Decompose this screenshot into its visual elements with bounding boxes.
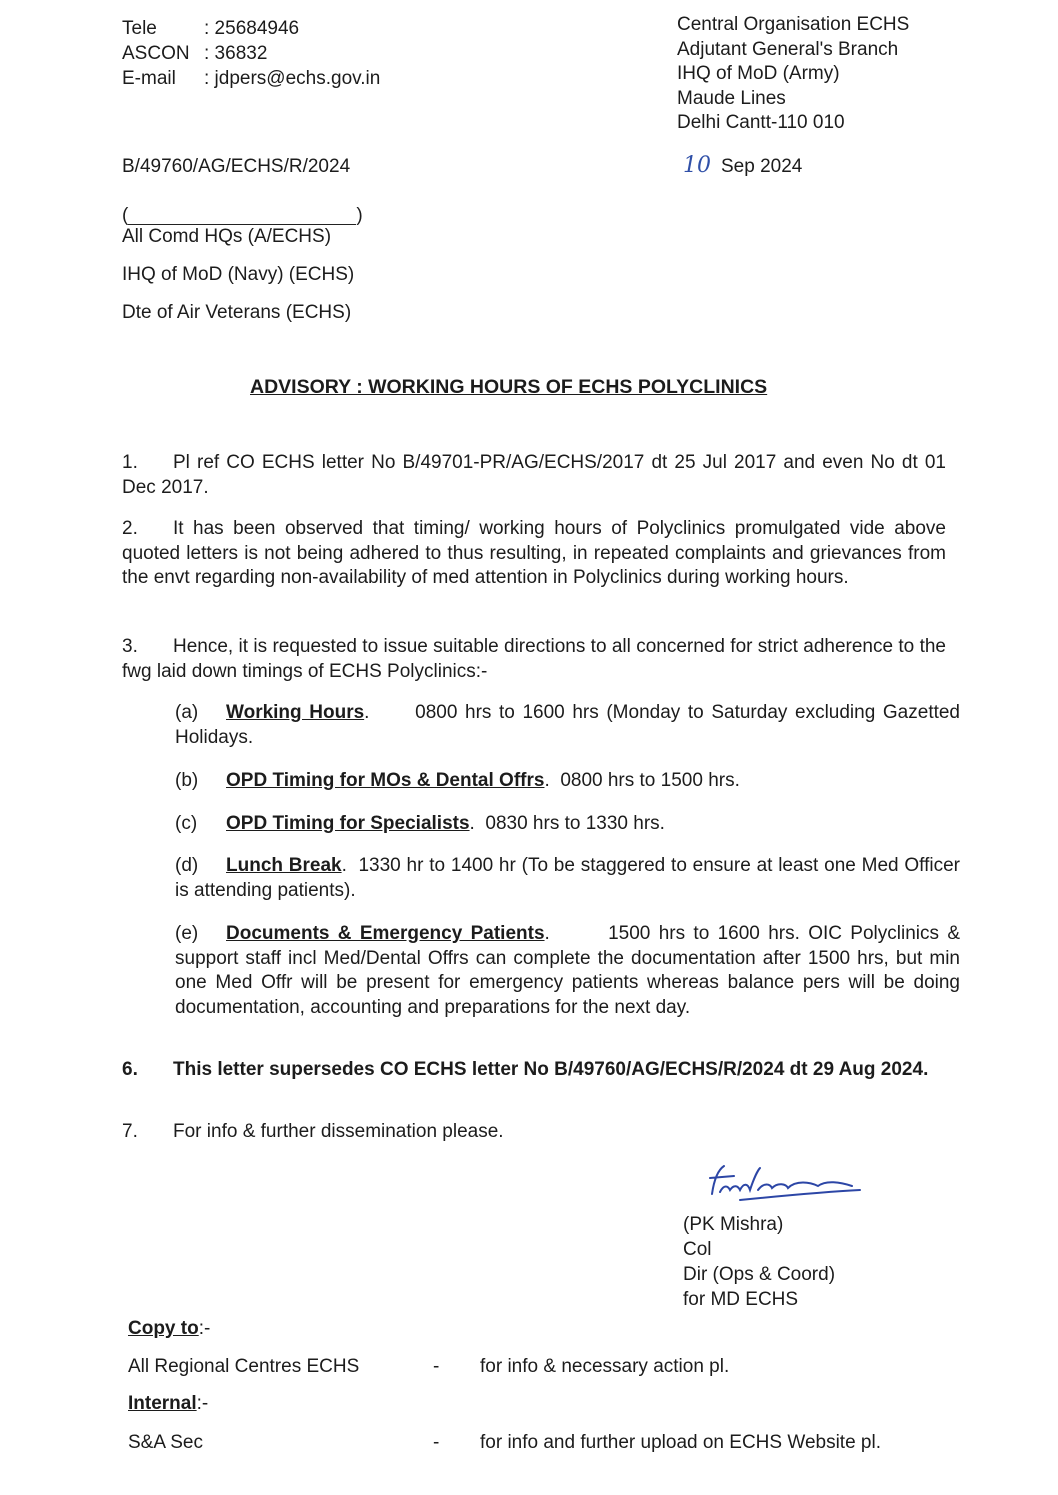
- sender-line: Central Organisation ECHS: [677, 14, 910, 35]
- paragraph-6: [122, 1058, 946, 1083]
- sub-label: (d): [175, 855, 199, 876]
- sub-label: (e): [175, 923, 199, 944]
- sub-heading: Documents & Emergency Patients: [226, 923, 545, 944]
- email-value: : jdpers@echs.gov.in: [204, 68, 381, 89]
- signatory-rank: Col: [683, 1239, 712, 1260]
- addressee-line: All Comd HQs (A/ECHS): [122, 226, 332, 247]
- para-number: 7.: [122, 1121, 138, 1142]
- para-number: 6.: [122, 1059, 138, 1080]
- sender-line: Maude Lines: [677, 87, 786, 109]
- signatory-for: for MD ECHS: [683, 1289, 799, 1310]
- copy-recipient: S&A Sec: [128, 1432, 203, 1453]
- sub-text: 1500 hrs to 1600 hrs. OIC Polyclinics & support staff incl Med/Dental Offrs can complete the documentation after 1500 hrs, but min one Med Offr will be present for emergency patients whereas balance pers will be doing documentation, accounting and preparations for the next day.: [175, 923, 960, 1018]
- ascon-value: : 36832: [204, 43, 268, 64]
- signature-mark: [700, 1156, 870, 1216]
- addressee-line: IHQ of MoD (Navy) (ECHS): [122, 264, 355, 285]
- copy-dash: -: [433, 1432, 440, 1453]
- para-number: 3.: [122, 636, 138, 657]
- sub-item-a: (a) Working Hours. 0800 hrs to 1600 hrs (Monday to Saturday excluding Gazetted Holidays.: [175, 702, 961, 748]
- sub-text: 1330 hr to 1400 hr (To be staggered to ensure at least one Med Officer is attending patients).: [175, 855, 960, 901]
- internal-heading: [128, 1393, 208, 1415]
- sub-label: (c): [175, 813, 198, 834]
- sub-heading: OPD Timing for MOs & Dental Offrs: [226, 770, 545, 791]
- addressee-line: Dte of Air Veterans (ECHS): [122, 302, 352, 323]
- document-title: ADVISORY : WORKING HOURS OF ECHS POLYCLINICS: [250, 376, 768, 398]
- para-text: Pl ref CO ECHS letter No B/49701-PR/AG/ECHS/2017 dt 25 Jul 2017 and even No dt 01 Dec 2017.: [122, 452, 946, 498]
- sender-address: [677, 13, 909, 136]
- para-number: 2.: [122, 518, 138, 539]
- sub-label: (a): [175, 702, 199, 723]
- sub-item-e: (e) Documents & Emergency Patients. 1500 hrs to 1600 hrs. OIC Polyclinics & support staff incl Med/Dental Offrs can complete the documentation after 1500 hrs, but min one Med Offr will be present for emergency patients whereas balance pers will be doing documentation, accounting and preparations for the next day.: [175, 923, 960, 1018]
- para-number: 1.: [122, 452, 138, 473]
- paragraph-7: [122, 1120, 946, 1145]
- signature-block: [683, 1212, 835, 1312]
- letter-date: [683, 153, 802, 178]
- tele-value: : 25684946: [204, 18, 300, 39]
- para-text: It has been observed that timing/ working hours of Polyclinics promulgated vide above quoted letters is not being adhered to thus resulting, in repeated complaints and grievances from the envt regarding non-availability of med attention in Polyclinics during working hours.: [122, 518, 946, 588]
- para-text: Hence, it is requested to issue suitable directions to all concerned for strict adherence to the fwg laid down timings of ECHS Polyclinics:-: [122, 636, 946, 682]
- para-text: This letter supersedes CO ECHS letter No B/49760/AG/ECHS/R/2024 dt 29 Aug 2024.: [173, 1059, 929, 1080]
- copy-action: for info & necessary action pl.: [480, 1356, 730, 1377]
- tele-label: Tele: [122, 18, 157, 39]
- internal-label: Internal: [128, 1393, 197, 1414]
- copy-to-suffix: :-: [198, 1318, 211, 1339]
- date-rest: Sep 2024: [721, 156, 803, 177]
- para-text: For info & further dissemination please.: [173, 1121, 504, 1142]
- copy-to-label: Copy to: [128, 1318, 199, 1339]
- sub-text: 0800 hrs to 1600 hrs (Monday to Saturday excluding Gazetted Holidays.: [175, 702, 961, 748]
- sub-heading: Lunch Break: [226, 855, 342, 876]
- addressee-block: [122, 204, 363, 332]
- paragraph-2: [122, 517, 946, 591]
- sub-text: 0830 hrs to 1330 hrs.: [485, 813, 665, 834]
- paragraph-3: [122, 635, 946, 684]
- sub-item-c: (c) OPD Timing for Specialists. 0830 hrs to 1330 hrs.: [175, 812, 960, 837]
- handwritten-day: 10: [683, 153, 711, 178]
- internal-suffix: :-: [196, 1393, 209, 1414]
- copy-action: for info and further upload on ECHS Website pl.: [480, 1432, 881, 1453]
- reference-number: B/49760/AG/ECHS/R/2024: [122, 156, 351, 177]
- email-label: E-mail: [122, 68, 176, 89]
- sub-heading: Working Hours: [226, 702, 365, 723]
- contact-block: [122, 16, 380, 91]
- copy-dash: -: [433, 1356, 440, 1377]
- sub-heading: OPD Timing for Specialists: [226, 813, 470, 834]
- bracket-close: ): [356, 205, 363, 226]
- paragraph-1: [122, 451, 946, 500]
- sender-line: IHQ of MoD (Army): [677, 63, 840, 84]
- sender-line: Delhi Cantt-110 010: [677, 112, 845, 133]
- sender-line: Adjutant General's Branch: [677, 38, 899, 60]
- signatory-name: (PK Mishra): [683, 1214, 784, 1235]
- sub-item-b: (b) OPD Timing for MOs & Dental Offrs. 0800 hrs to 1500 hrs.: [175, 769, 960, 794]
- signatory-appointment: Dir (Ops & Coord): [683, 1264, 836, 1285]
- ascon-label: ASCON: [122, 43, 190, 64]
- copy-to-heading: [128, 1318, 210, 1340]
- bracket-open: (: [122, 205, 129, 226]
- sub-text: 0800 hrs to 1500 hrs.: [560, 770, 740, 791]
- copy-recipient: All Regional Centres ECHS: [128, 1356, 360, 1377]
- sub-label: (b): [175, 770, 199, 791]
- sub-item-d: (d) Lunch Break. 1330 hr to 1400 hr (To be staggered to ensure at least one Med Officer is attending patients).: [175, 855, 960, 901]
